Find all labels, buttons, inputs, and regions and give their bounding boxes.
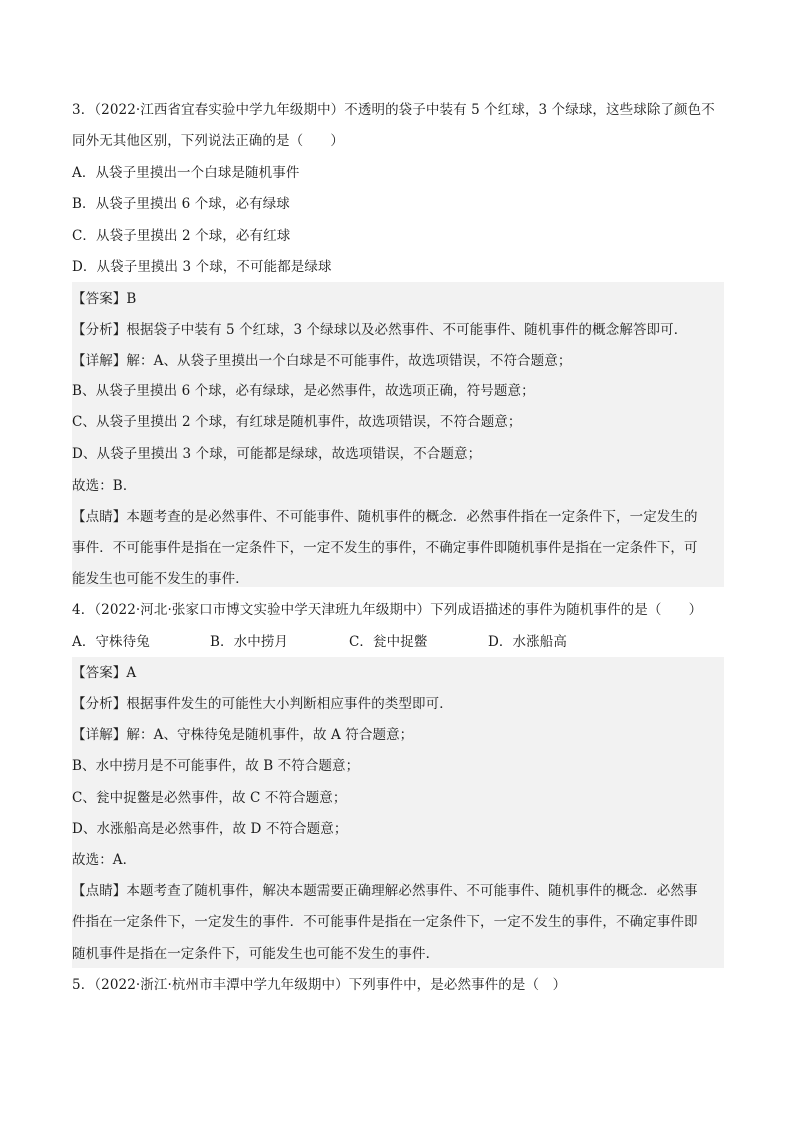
question-3-option-a: A．从袋子里摸出一个白球是随机事件 bbox=[72, 165, 300, 181]
question-4-comment-line-2: 件指在一定条件下，一定发生的事件．不可能事件是指在一定条件下，一定不发生的事件，不确定事件即 bbox=[72, 914, 698, 930]
question-4-answer: 【答案】A bbox=[72, 665, 137, 681]
question-3-detail-line-4: D、从袋子里摸出 3 个球，可能都是绿球，故选项错误，不合题意； bbox=[72, 446, 482, 462]
question-4-option-d: D．水涨船高 bbox=[488, 634, 567, 650]
question-3-stem-line-1: 3．（2022·江西省宜春实验中学九年级期中）不透明的袋子中装有 5 个红球，3 个绿球，这些球除了颜色不 bbox=[72, 102, 715, 118]
question-3-option-b: B．从袋子里摸出 6 个球，必有绿球 bbox=[72, 196, 290, 212]
question-4-detail-line-5: 故选：A． bbox=[72, 852, 137, 868]
question-4-option-a: A．守株待兔 bbox=[72, 634, 150, 650]
question-3-comment-line-3: 能发生也可能不发生的事件． bbox=[72, 571, 249, 587]
question-4-analysis: 【分析】根据事件发生的可能性大小判断相应事件的类型即可． bbox=[72, 696, 453, 712]
question-4-option-c: C．瓮中捉鳖 bbox=[349, 634, 428, 650]
question-4-detail-line-1: 【详解】解：A、守株待兔是随机事件，故 A 符合题意； bbox=[72, 727, 414, 743]
question-4-option-b: B．水中捞月 bbox=[210, 634, 289, 650]
question-3-stem-line-2: 同外无其他区别，下列说法正确的是（ ） bbox=[72, 133, 344, 149]
question-4-detail-line-4: D、水涨船高是必然事件，故 D 不符合题意； bbox=[72, 821, 348, 837]
question-3-option-c: C．从袋子里摸出 2 个球，必有红球 bbox=[72, 228, 291, 244]
question-4-detail-line-3: C、瓮中捉鳖是必然事件，故 C 不符合题意； bbox=[72, 790, 347, 806]
question-3-answer: 【答案】B bbox=[72, 291, 137, 307]
question-3-option-d: D．从袋子里摸出 3 个球，不可能都是绿球 bbox=[72, 259, 332, 275]
question-4-comment-line-3: 随机事件是指在一定条件下，可能发生也可能不发生的事件． bbox=[72, 946, 440, 962]
question-3-comment-line-2: 事件．不可能事件是指在一定条件下，一定不发生的事件，不确定事件即随机事件是指在一定条件下，可 bbox=[72, 540, 698, 556]
question-3-detail-line-5: 故选：B． bbox=[72, 478, 137, 494]
question-3-detail-line-2: B、从袋子里摸出 6 个球，必有绿球，是必然事件，故选项正确，符号题意； bbox=[72, 383, 535, 399]
question-4-stem: 4．（2022·河北·张家口市博文实验中学天津班九年级期中）下列成语描述的事件为随机事件的是（ ） bbox=[72, 602, 703, 618]
question-3-detail-line-3: C、从袋子里摸出 2 个球，有红球是随机事件，故选项错误，不符合题意； bbox=[72, 414, 522, 430]
question-4-comment-line-1: 【点睛】本题考查了随机事件，解决本题需要正确理解必然事件、不可能事件、随机事件的概念．必然事 bbox=[72, 883, 698, 899]
question-3-comment-line-1: 【点睛】本题考查的是必然事件、不可能事件、随机事件的概念．必然事件指在一定条件下，一定发生的 bbox=[72, 509, 698, 525]
question-3-detail-line-1: 【详解】解：A、从袋子里摸出一个白球是不可能事件，故选项错误，不符合题意； bbox=[72, 353, 572, 369]
question-5-stem: 5．（2022·浙江·杭州市丰潭中学九年级期中）下列事件中，是必然事件的是（ ） bbox=[72, 977, 567, 993]
question-3-analysis: 【分析】根据袋子中装有 5 个红球，3 个绿球以及必然事件、不可能事件、随机事件的概念解答即可． bbox=[72, 322, 688, 338]
question-4-options bbox=[72, 633, 724, 651]
question-4-detail-line-2: B、水中捞月是不可能事件，故 B 不符合题意； bbox=[72, 758, 360, 774]
